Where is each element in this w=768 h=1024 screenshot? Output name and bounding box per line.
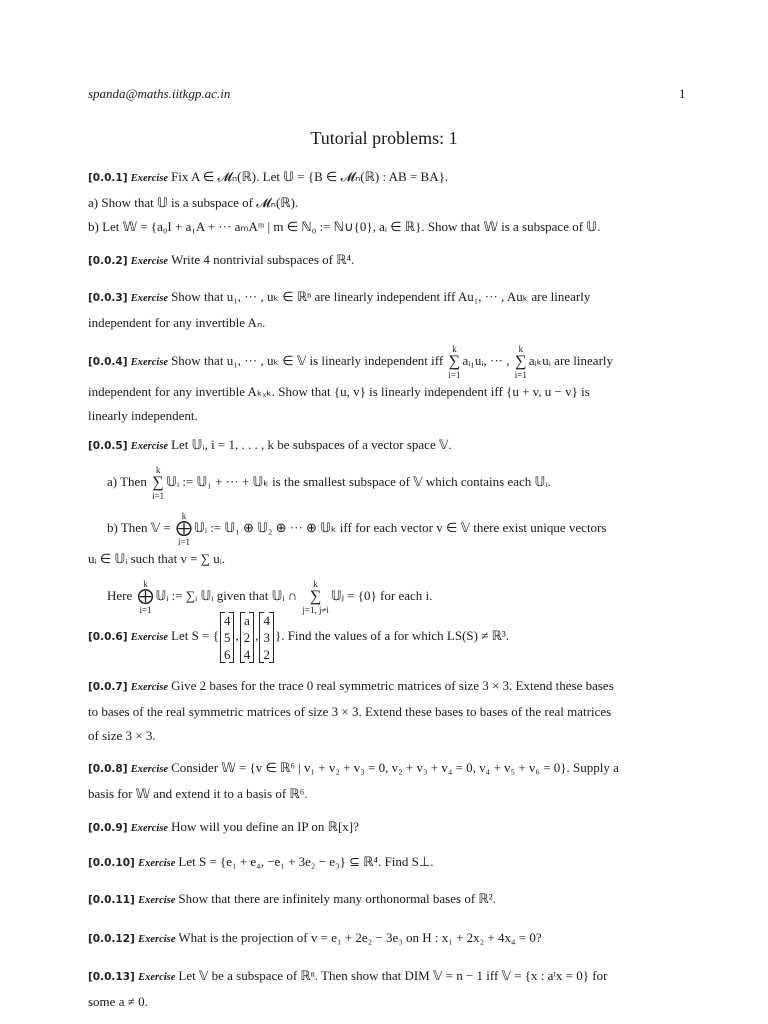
problem-text: Let S = {e₁ + e₄, −e₁ + 3e₂ − e₃} ⊆ ℝ⁴. Find S⊥. — [178, 854, 434, 869]
exercise-label: Exercise — [138, 858, 176, 869]
sum-operator: k ∑ i=1 — [448, 344, 461, 380]
problem-0-0-10 — [88, 850, 688, 876]
exercise-label: Exercise — [138, 895, 176, 906]
column-vector: a 2 4 — [240, 612, 255, 663]
problem-text: Give 2 bases for the trace 0 real symmetric matrices of size 3 × 3. Extend these bases — [171, 678, 614, 693]
exercise-label: Exercise — [130, 682, 169, 693]
problem-tag: [0.0.5] — [88, 440, 128, 452]
problem-0-0-7 — [88, 674, 688, 748]
problem-text: some a ≠ 0. — [88, 994, 148, 1009]
problem-text: to bases of the real symmetric matrices of size 3 × 3. Extend these bases to bases of the real matrices — [88, 704, 612, 719]
problem-text: Let 𝕍 be a subspace of ℝⁿ. Then show that DIM 𝕍 = n − 1 iff 𝕍 = {x : aᵗx = 0} for — [178, 968, 608, 983]
problem-text: b) Then 𝕍 = — [107, 519, 171, 535]
sum-operator: k ∑ i=1 — [514, 344, 527, 380]
problem-0-0-1 — [88, 165, 688, 239]
problem-tag: [0.0.7] — [88, 681, 128, 693]
problem-tag: [0.0.10] — [88, 857, 135, 869]
exercise-label: Exercise — [130, 764, 169, 775]
sum-operator: k ∑ i=1 — [152, 465, 165, 501]
problem-text: b) Let 𝕎 = {a₀I + a₁A + ··· aₘAᵐ | m ∈ ℕ₀ := ℕ∪{0}, aᵢ ∈ ℝ}. Show that 𝕎 is a subspace of 𝕌. — [88, 219, 601, 234]
problem-text: 𝕌ᵢ := 𝕌₁ + ··· + 𝕌ₖ is the smallest subspace of 𝕍 which contains each 𝕌ᵢ. — [166, 473, 551, 489]
problem-text: Let 𝕌ᵢ, i = 1, . . . , k be subspaces of a vector space 𝕍. — [171, 437, 452, 452]
problem-0-0-6: [0.0.6] Exercise Let S = { 4 5 6 , a 2 4 , 4 3 2 }. Find the values of a for which LS(S) ≠ ℝ³. — [88, 612, 510, 662]
exercise-label: Exercise — [130, 173, 169, 184]
problem-text: Consider 𝕎 = {v ∈ ℝ⁶ | v₁ + v₂ + v₃ = 0, v₂ + v₃ + v₄ = 0, v₄ + v₅ + v₆ = 0}. Supply a — [171, 760, 619, 775]
problem-text: 𝕌ᵢ := 𝕌₁ ⊕ 𝕌₂ ⊕ ··· ⊕ 𝕌ₖ iff for each vector v ∈ 𝕍 there exist unique vectors — [194, 519, 607, 535]
problem-0-0-8 — [88, 756, 688, 806]
exercise-label: Exercise — [130, 256, 169, 267]
problem-text: What is the projection of v = e₁ + 2e₂ − 3e₃ on H : x₁ + 2x₂ + 4x₄ = 0? — [178, 930, 542, 945]
problem-0-0-2 — [88, 248, 688, 274]
problem-tag: [0.0.12] — [88, 933, 135, 945]
problem-tag: [0.0.9] — [88, 822, 128, 834]
problem-text: independent for any invertible Aₙ. — [88, 315, 266, 330]
problem-tag: [0.0.6] — [88, 631, 128, 643]
problem-tag: [0.0.1] — [88, 172, 128, 184]
sum-operator: k ∑ j=1, j≠i — [302, 579, 329, 615]
header-email: spanda@maths.iitkgp.ac.in — [88, 86, 231, 101]
problem-tag: [0.0.3] — [88, 292, 128, 304]
problem-text: Let S = { — [171, 628, 219, 643]
column-vector: 4 5 6 — [220, 612, 235, 663]
problem-0-0-9 — [88, 815, 688, 841]
exercise-label: Exercise — [138, 972, 176, 983]
problem-text: linearly independent. — [88, 408, 198, 423]
problem-text: Show that there are infinitely many orthonormal bases of ℝ². — [178, 891, 496, 906]
problem-text: aᵢₖuᵢ are linearly — [528, 352, 614, 368]
oplus-operator: k ⨁ i=1 — [176, 511, 193, 547]
exercise-label: Exercise — [130, 632, 169, 643]
problem-text: Here — [107, 587, 133, 603]
oplus-operator: k ⨁ i=1 — [137, 579, 154, 615]
problem-0-0-4 — [88, 344, 688, 428]
column-vector: 4 3 2 — [259, 612, 274, 663]
problem-tag: [0.0.11] — [88, 894, 135, 906]
problem-text: basis for 𝕎 and extend it to a basis of ℝ⁶. — [88, 786, 308, 801]
problem-text: of size 3 × 3. — [88, 728, 156, 743]
problem-tag: [0.0.4] — [88, 355, 128, 368]
problem-text: 𝕌ᵢ := ∑ᵢ 𝕌ᵢ given that 𝕌ᵢ ∩ — [155, 587, 298, 603]
problem-text: Write 4 nontrivial subspaces of ℝ⁴. — [171, 252, 355, 267]
problem-0-0-5 — [88, 433, 688, 615]
problem-text: uᵢ ∈ 𝕌ᵢ such that v = ∑ uᵢ. — [88, 551, 226, 566]
problem-0-0-12 — [88, 926, 688, 952]
problem-text: Show that u₁, ··· , uₖ ∈ 𝕍 is linearly independent iff — [171, 352, 444, 368]
problem-0-0-13 — [88, 964, 688, 1014]
problem-text: aᵢ₁uᵢ, ··· , — [462, 352, 510, 368]
problem-tag: [0.0.2] — [88, 255, 128, 267]
problem-text: Show that u₁, ··· , uₖ ∈ ℝⁿ are linearly independent iff Au₁, ··· , Auₖ are linearly — [171, 289, 591, 304]
exercise-label: Exercise — [130, 823, 169, 834]
exercise-label: Exercise — [130, 293, 169, 304]
exercise-label: Exercise — [130, 441, 169, 452]
problem-0-0-3 — [88, 285, 688, 335]
problem-text: a) Then — [107, 473, 147, 489]
problem-tag: [0.0.8] — [88, 763, 128, 775]
problem-text: How will you define an IP on ℝ[x]? — [171, 819, 359, 834]
problem-text: independent for any invertible Aₖₓₖ. Show that {u, v} is linearly independent iff {u + v, u − v} is — [88, 384, 590, 399]
problem-tag: [0.0.13] — [88, 971, 135, 983]
exercise-label: Exercise — [130, 356, 169, 368]
page-title: Tutorial problems: 1 — [310, 128, 458, 148]
page-number: 1 — [679, 86, 686, 101]
problem-0-0-11 — [88, 887, 688, 913]
problem-text: 𝕌ⱼ = {0} for each i. — [330, 587, 433, 603]
exercise-label: Exercise — [138, 934, 176, 945]
problem-text: Fix A ∈ 𝓜ₙ(ℝ). Let 𝕌 = {B ∈ 𝓜ₙ(ℝ) : AB = BA}. — [171, 169, 449, 184]
problem-text: a) Show that 𝕌 is a subspace of 𝓜ₙ(ℝ). — [88, 195, 299, 210]
problem-text: }. Find the values of a for which LS(S) ≠ ℝ³. — [274, 628, 510, 643]
